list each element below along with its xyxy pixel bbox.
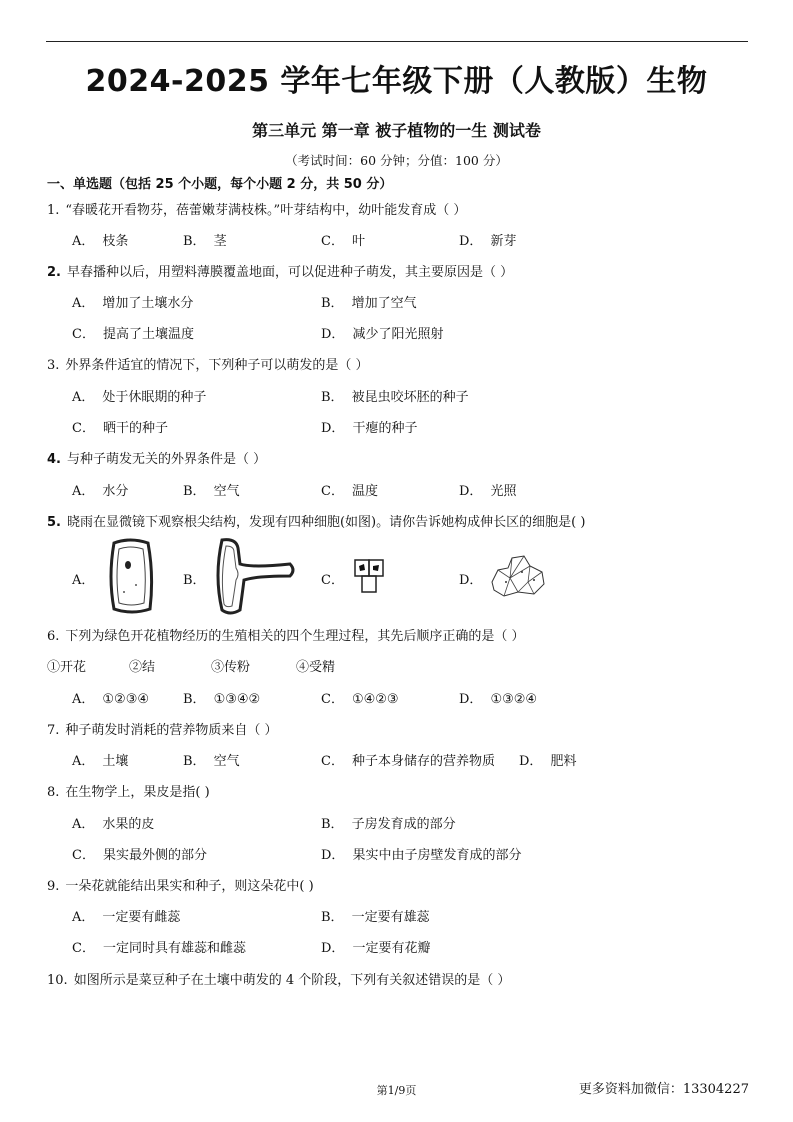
question-8: 8. 在生物学上，果皮是指( ) bbox=[47, 785, 210, 800]
step: ③传粉 bbox=[211, 660, 251, 675]
option: B． 空气 bbox=[183, 484, 240, 499]
page-number: 第1/9页 bbox=[376, 1084, 417, 1097]
option: B． 空气 bbox=[183, 754, 240, 769]
option: C． 温度 bbox=[321, 484, 378, 499]
question-9: 9. 一朵花就能结出果实和种子，则这朵花中( ) bbox=[47, 879, 314, 894]
option: A． 水分 bbox=[72, 484, 129, 499]
question-3: 3. 外界条件适宜的情况下，下列种子可以萌发的是（ ） bbox=[47, 358, 369, 373]
option: A． 处于休眠期的种子 bbox=[72, 390, 207, 405]
option: D． 果实中由子房壁发育成的部分 bbox=[321, 848, 522, 863]
option: B． 被昆虫咬坏胚的种子 bbox=[321, 390, 469, 405]
option: A． ①②③④ bbox=[72, 692, 150, 707]
cell-figure-b bbox=[212, 536, 296, 616]
section-heading: 一、单选题（包括 25 个小题，每个小题 2 分，共 50 分） bbox=[47, 177, 393, 192]
step: ②结 bbox=[129, 660, 156, 675]
question-5: 5. 晓雨在显微镜下观察根尖结构，发现有四种细胞(如图)。请你告诉她构成伸长区的细胞是( ) bbox=[47, 515, 586, 530]
option: A． 土壤 bbox=[72, 754, 129, 769]
option: B． 茎 bbox=[183, 234, 227, 249]
option: C． 种子本身储存的营养物质 bbox=[321, 754, 495, 769]
option: A． 水果的皮 bbox=[72, 817, 155, 832]
option: D． 干瘪的种子 bbox=[321, 421, 418, 436]
question-7: 7. 种子萌发时消耗的营养物质来自（ ） bbox=[47, 723, 278, 738]
option: D． 肥料 bbox=[519, 754, 577, 769]
option: B． 一定要有雄蕊 bbox=[321, 910, 430, 925]
page-subtitle: 第三单元 第一章 被子植物的一生 测试卷 bbox=[252, 121, 541, 140]
option: D． 新芽 bbox=[459, 234, 517, 249]
option: B． 增加了空气 bbox=[321, 296, 417, 311]
cell-figure-c bbox=[353, 558, 387, 594]
question-1: 1. “春暖花开看物芬，蓓蕾嫩芽满枝株。”叶芽结构中，幼叶能发育成（ ） bbox=[47, 203, 467, 218]
option: C． 晒干的种子 bbox=[72, 421, 168, 436]
step: ④受精 bbox=[296, 660, 336, 675]
option: C． 提高了土壤温度 bbox=[72, 327, 194, 342]
option: B． bbox=[183, 573, 206, 588]
option: C． 叶 bbox=[321, 234, 365, 249]
option: D． bbox=[459, 573, 483, 588]
exam-info: （考试时间：60 分钟；分值：100 分） bbox=[285, 153, 508, 168]
question-6: 6. 下列为绿色开花植物经历的生殖相关的四个生理过程，其先后顺序正确的是（ ） bbox=[47, 629, 525, 644]
option: C． 一定同时具有雄蕊和雌蕊 bbox=[72, 941, 246, 956]
question-2: 2. 早春播种以后，用塑料薄膜覆盖地面，可以促进种子萌发，其主要原因是（ ） bbox=[47, 265, 514, 280]
option: A． 枝条 bbox=[72, 234, 129, 249]
option: C． bbox=[321, 573, 344, 588]
option: A． 一定要有雌蕊 bbox=[72, 910, 181, 925]
option: B． 子房发育成的部分 bbox=[321, 817, 456, 832]
option: D． ①③②④ bbox=[459, 692, 538, 707]
question-10: 10. 如图所示是菜豆种子在土壤中萌发的 4 个阶段，下列有关叙述错误的是（ ） bbox=[47, 973, 511, 988]
option: D． 减少了阳光照射 bbox=[321, 327, 444, 342]
option: A． bbox=[72, 573, 95, 588]
option: B． ①③④② bbox=[183, 692, 261, 707]
cell-figure-a bbox=[106, 537, 156, 615]
option: A． 增加了土壤水分 bbox=[72, 296, 194, 311]
cell-figure-d bbox=[488, 552, 548, 598]
step: ①开花 bbox=[47, 660, 87, 675]
option: D． 光照 bbox=[459, 484, 517, 499]
option: D． 一定要有花瓣 bbox=[321, 941, 431, 956]
header-rule bbox=[46, 41, 748, 42]
question-4: 4. 与种子萌发无关的外界条件是（ ） bbox=[47, 452, 267, 467]
page-title: 2024-2025 学年七年级下册（人教版）生物 bbox=[85, 64, 708, 99]
footer-contact: 更多资料加微信：13304227 bbox=[578, 1082, 749, 1097]
option: C． ①④②③ bbox=[321, 692, 399, 707]
option: C． 果实最外侧的部分 bbox=[72, 848, 207, 863]
